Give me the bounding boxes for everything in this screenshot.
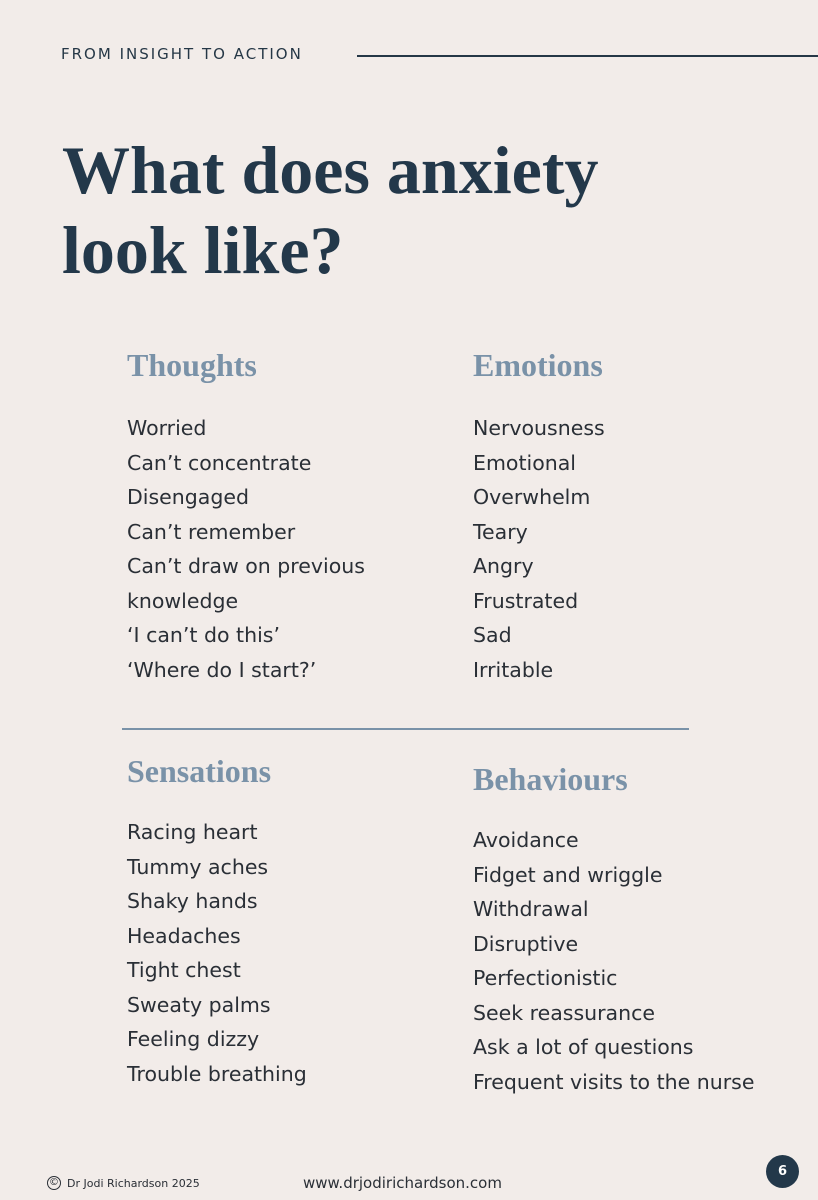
list-item: Frequent visits to the nurse [473,1069,755,1094]
list-item: knowledge [127,588,239,613]
sensations-list [127,815,307,1091]
list-item: Sweaty palms [127,992,271,1017]
list-item: Fidget and wriggle [473,862,663,887]
footer-website-link[interactable]: www.drjodirichardson.com [303,1174,502,1192]
page-title-line-1: What does anxiety [62,132,599,208]
section-divider [122,728,689,730]
list-item: Teary [473,519,528,544]
sensations-heading: Sensations [127,753,272,789]
thoughts-list [127,411,365,687]
page-title-line-2: look like? [62,212,344,288]
copyright-text: Dr Jodi Richardson 2025 [67,1176,200,1190]
list-item: Disengaged [127,485,249,509]
list-item: Ask a lot of questions [473,1035,694,1059]
list-item: Can’t remember [127,519,296,544]
list-item: Feeling dizzy [127,1027,260,1051]
list-item: Headaches [127,923,241,948]
page-title [62,130,762,290]
list-item: Withdrawal [473,897,589,921]
list-item: Tummy aches [127,854,269,879]
header-rule [357,55,818,57]
list-item: Frustrated [473,588,579,613]
behaviours-section [473,760,754,1099]
list-item: Nervousness [473,416,605,440]
list-item: Irritable [473,657,554,682]
list-item: Trouble breathing [127,1061,307,1086]
list-item: Tight chest [127,958,241,982]
emotions-list [473,411,605,687]
list-item: Racing heart [127,820,258,844]
list-item: Can’t draw on previous [127,554,365,578]
list-item: Worried [127,416,207,440]
list-item: Avoidance [473,828,579,852]
thoughts-section [127,346,365,687]
list-item: Angry [473,554,534,578]
footer-copyright [47,1176,200,1190]
list-item: Overwhelm [473,485,591,509]
list-item: Disruptive [473,931,579,956]
list-item: Can’t concentrate [127,450,312,475]
behaviours-heading: Behaviours [473,761,628,797]
page-number-badge: 6 [766,1155,799,1188]
list-item: Seek reassurance [473,1000,655,1025]
list-item: Emotional [473,450,576,475]
list-item: Shaky hands [127,889,258,913]
list-item: ‘I can’t do this’ [127,623,280,647]
eyebrow-label: FROM INSIGHT TO ACTION [61,45,303,63]
list-item: Sad [473,623,512,647]
behaviours-list [473,823,754,1099]
thoughts-heading: Thoughts [127,347,257,383]
emotions-heading: Emotions [473,347,603,383]
list-item: ‘Where do I start?’ [127,657,317,682]
copyright-icon: © [49,1177,59,1188]
list-item: Perfectionistic [473,966,618,990]
emotions-section [473,346,605,687]
sensations-section [127,752,307,1091]
